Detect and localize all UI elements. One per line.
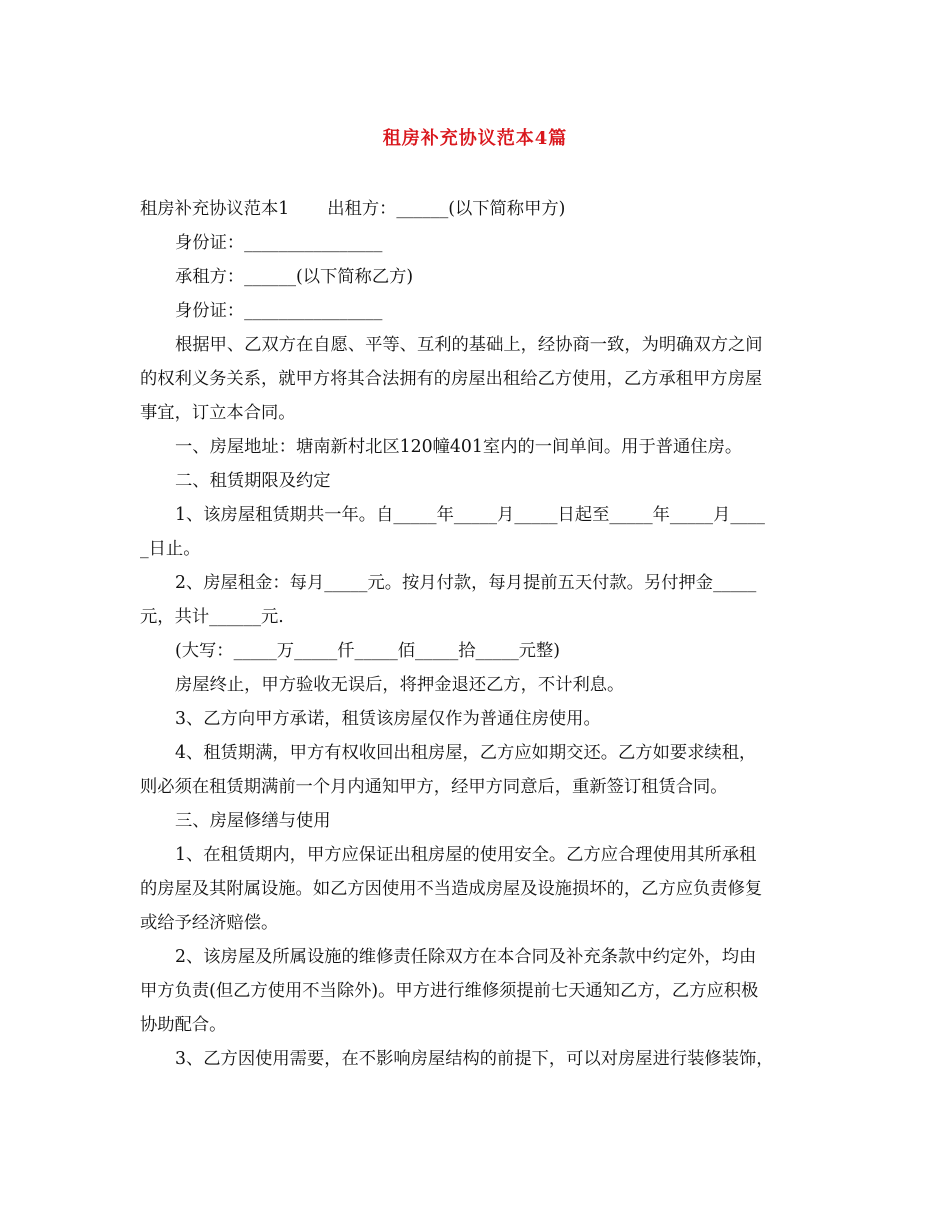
document-title: 租房补充协议范本4篇	[382, 128, 568, 149]
paragraph-line: 2、该房屋及所属设施的维修责任除双方在本合同及补充条款中约定外，均由	[175, 947, 757, 967]
lessor-field: 出租方：______(以下简称甲方)	[327, 199, 566, 219]
paragraph-line: 事宜，订立本合同。	[140, 403, 296, 423]
paragraph-line: 3、乙方向甲方承诺，租赁该房屋仅作为普通住房使用。	[175, 709, 601, 729]
paragraph-line: 一、房屋地址：塘南新村北区120幢401室内的一间单间。用于普通住房。	[175, 437, 743, 457]
paragraph-line: 身份证：________________	[175, 233, 383, 253]
paragraph-line: 则必须在租赁期满前一个月内通知甲方，经甲方同意后，重新签订租赁合同。	[140, 777, 728, 797]
section-heading: 租房补充协议范本1	[140, 199, 290, 219]
paragraph-line: (大写：_____万_____仟_____佰_____拾_____元整)	[175, 641, 561, 661]
paragraph-line: 身份证：________________	[175, 301, 383, 321]
paragraph-line: 1、在租赁期内，甲方应保证出租房屋的使用安全。乙方应合理使用其所承租	[175, 845, 757, 865]
paragraph-line: 三、房屋修缮与使用	[175, 811, 331, 831]
paragraph-line: 甲方负责(但乙方使用不当除外)。甲方进行维修须提前七天通知乙方，乙方应积极	[140, 981, 759, 1001]
paragraph-line	[140, 192, 820, 226]
paragraph-line: 承租方：______(以下简称乙方)	[175, 267, 414, 287]
paragraph-line: 协助配合。	[140, 1015, 227, 1035]
paragraph-line: 的房屋及其附属设施。如乙方因使用不当造成房屋及设施损坏的，乙方应负责修复	[140, 879, 763, 899]
document-body	[140, 192, 820, 1076]
paragraph-line: 的权利义务关系，就甲方将其合法拥有的房屋出租给乙方使用，乙方承租甲方房屋	[140, 369, 763, 389]
paragraph-line: 2、房屋租金：每月_____元。按月付款，每月提前五天付款。另付押金_____	[175, 573, 757, 593]
paragraph-line: 二、租赁期限及约定	[175, 471, 331, 491]
paragraph-line: 元，共计______元.	[140, 607, 284, 627]
paragraph-line: 或给予经济赔偿。	[140, 913, 279, 933]
paragraph-line: _日止。	[140, 539, 201, 559]
paragraph-line: 1、该房屋租赁期共一年。自_____年_____月_____日起至_____年_____月____	[175, 505, 765, 525]
paragraph-line: 房屋终止，甲方验收无误后，将押金退还乙方，不计利息。	[175, 675, 625, 695]
paragraph-line: 根据甲、乙双方在自愿、平等、互利的基础上，经协商一致，为明确双方之间	[175, 335, 763, 355]
paragraph-line: 4、租赁期满，甲方有权收回出租房屋，乙方应如期交还。乙方如要求续租，	[175, 743, 757, 763]
paragraph-line: 3、乙方因使用需要，在不影响房屋结构的前提下，可以对房屋进行装修装饰，	[175, 1049, 774, 1069]
